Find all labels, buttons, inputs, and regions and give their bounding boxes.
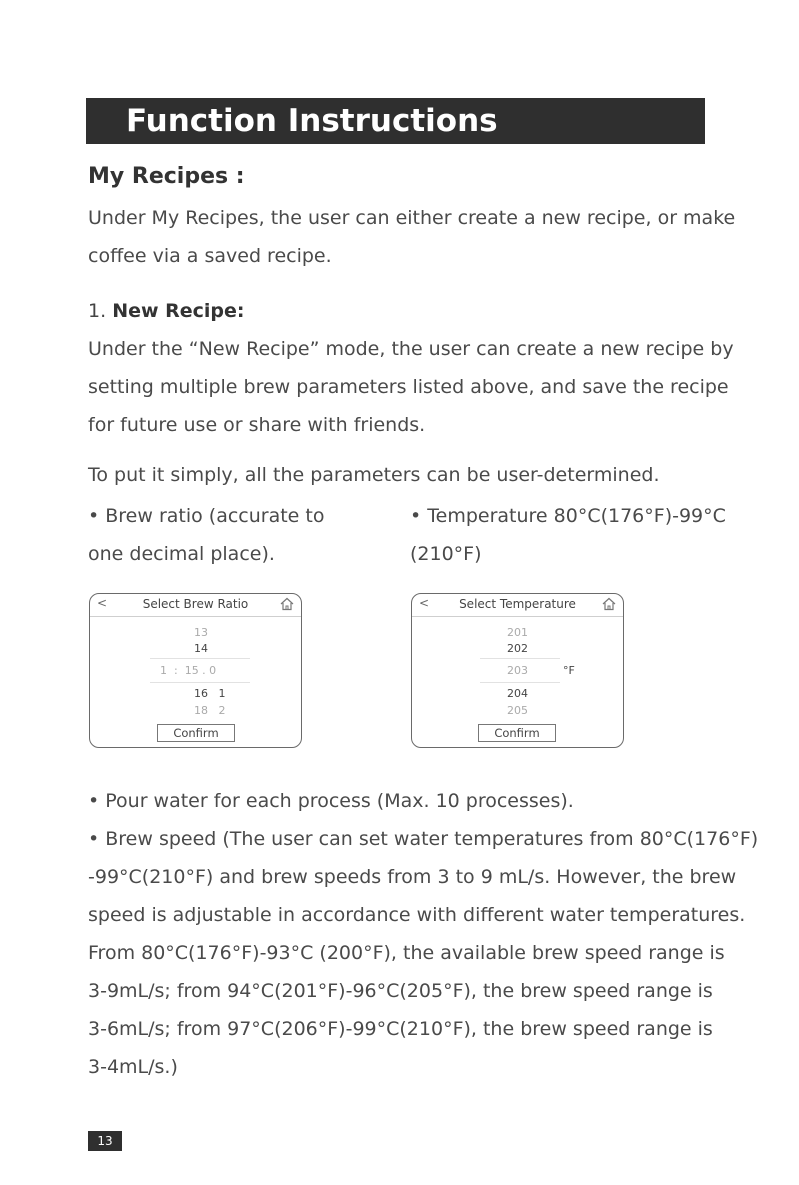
home-icon[interactable] — [601, 596, 617, 612]
bottom-line: From 80°C(176°F)-93°C (200°F), the available brew speed range is — [88, 942, 725, 964]
ratio-option[interactable]: 18 2 — [194, 704, 226, 717]
bottom-line: 3-6mL/s; from 97°C(206°F)-99°C(210°F), the brew speed range is — [88, 1018, 713, 1040]
temp-option[interactable]: 205 — [507, 704, 528, 717]
bullet-brew-ratio — [88, 497, 325, 573]
temperature-screen — [411, 593, 624, 748]
new-recipe-line: Under the “New Recipe” mode, the user can create a new recipe by — [88, 338, 734, 360]
panel-title: Select Brew Ratio — [142, 597, 249, 611]
bottom-line: • Brew speed (The user can set water temperatures from 80°C(176°F) — [88, 828, 759, 850]
selection-divider — [150, 682, 250, 683]
temp-unit: °F — [563, 664, 575, 677]
temp-option[interactable]: 202 — [507, 642, 528, 655]
selection-divider — [480, 658, 560, 659]
bottom-bullets — [88, 782, 758, 1086]
section-title: My Recipes : — [88, 164, 245, 189]
new-recipe-label: New Recipe: — [112, 300, 245, 322]
back-icon[interactable]: < — [419, 596, 430, 610]
bullet-temp-line: (210°F) — [410, 543, 482, 565]
bottom-line: 3-4mL/s.) — [88, 1056, 178, 1078]
page-number: 13 — [88, 1131, 122, 1151]
bottom-line: • Pour water for each process (Max. 10 processes). — [88, 790, 574, 812]
bullet-ratio-line: one decimal place). — [88, 543, 275, 565]
new-recipe-number: 1. — [88, 300, 107, 322]
brew-ratio-screen — [89, 593, 302, 748]
panel-header — [412, 594, 623, 617]
temp-selected[interactable]: 203 — [507, 664, 528, 677]
bottom-line: -99°C(210°F) and brew speeds from 3 to 9 mL/s. However, the brew — [88, 866, 737, 888]
home-icon[interactable] — [279, 596, 295, 612]
intro-line: coffee via a saved recipe. — [88, 245, 332, 267]
simply-paragraph — [88, 456, 659, 494]
new-recipe-line: setting multiple brew parameters listed above, and save the recipe — [88, 376, 729, 398]
back-icon[interactable]: < — [97, 596, 108, 610]
bottom-line: 3-9mL/s; from 94°C(201°F)-96°C(205°F), the brew speed range is — [88, 980, 713, 1002]
confirm-button[interactable]: Confirm — [478, 724, 556, 742]
ratio-selected[interactable]: 1 : 15 . 0 — [160, 664, 217, 677]
ratio-option[interactable]: 13 — [194, 626, 208, 639]
new-recipe-paragraph — [88, 330, 734, 444]
temp-option[interactable]: 201 — [507, 626, 528, 639]
selection-divider — [480, 682, 560, 683]
new-recipe-heading — [88, 295, 245, 327]
bullet-temperature — [410, 497, 726, 573]
intro-line: Under My Recipes, the user can either create a new recipe, or make — [88, 207, 736, 229]
panel-title: Select Temperature — [459, 597, 576, 611]
bullet-ratio-line: • Brew ratio (accurate to — [88, 505, 325, 527]
ratio-option[interactable]: 16 1 — [194, 687, 226, 700]
bullet-temp-line: • Temperature 80°C(176°F)-99°C — [410, 505, 726, 527]
simply-line: To put it simply, all the parameters can be user-determined. — [88, 464, 660, 486]
new-recipe-line: for future use or share with friends. — [88, 414, 426, 436]
section-banner — [86, 98, 705, 144]
confirm-button[interactable]: Confirm — [157, 724, 235, 742]
temp-option[interactable]: 204 — [507, 687, 528, 700]
intro-paragraph — [88, 199, 735, 275]
bottom-line: speed is adjustable in accordance with different water temperatures. — [88, 904, 746, 926]
banner-title: Function Instructions — [126, 103, 498, 139]
ratio-option[interactable]: 14 — [194, 642, 208, 655]
panel-header — [90, 594, 301, 617]
selection-divider — [150, 658, 250, 659]
